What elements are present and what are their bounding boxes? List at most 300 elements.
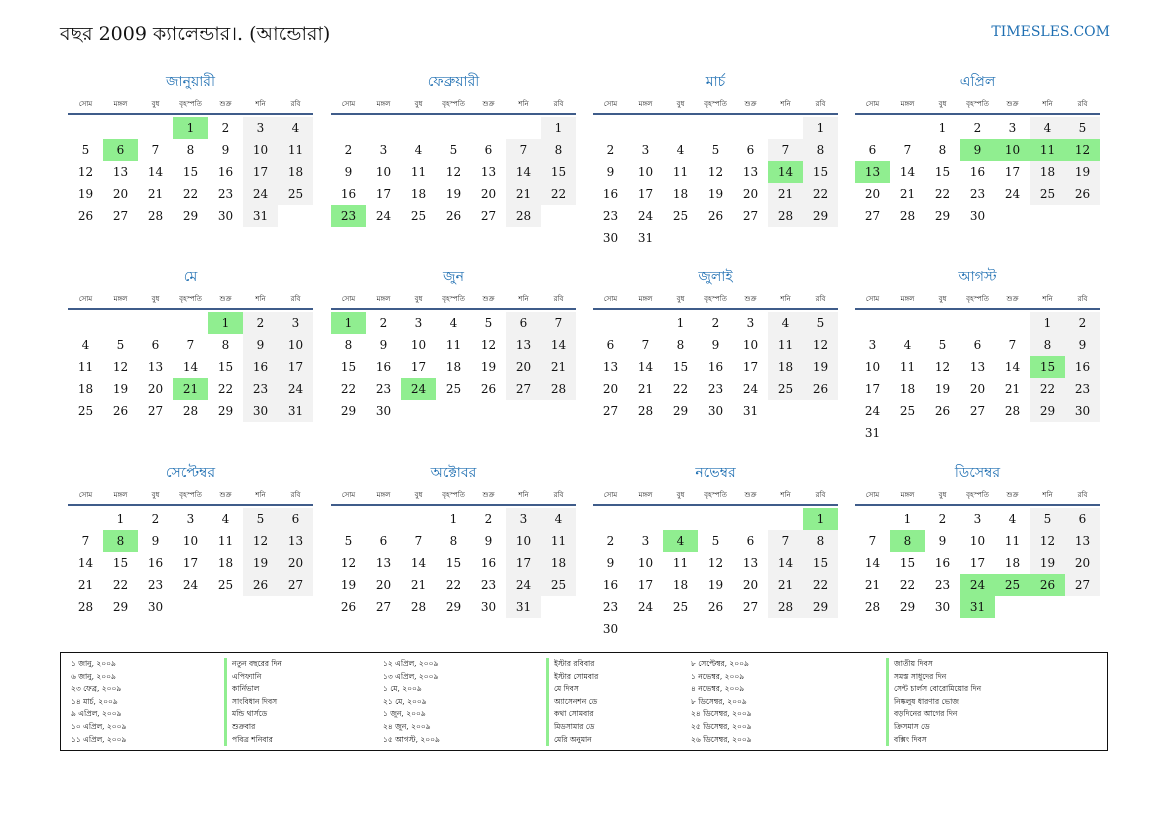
weekday-label: শুক্র [219,491,232,499]
day-cell: 10 [278,334,313,356]
day-cell: 11 [278,139,313,161]
weekday-label: সোম [78,491,93,499]
day-cell: 2 [243,312,278,334]
weekday-label: বৃহস্পতি [704,491,727,499]
day-cell: 8 [676,338,685,352]
holiday-names-col-3 [886,658,981,746]
day-cell: 21 [864,578,881,592]
day-cell: 11 [410,165,427,179]
day-cell: 18 [768,356,803,378]
day-cell: 16 [243,356,278,378]
day-cell: 14 [506,161,541,183]
weekday-label: রবি [1077,491,1088,499]
days-grid [855,310,1100,442]
day-cell: 1 [676,316,685,330]
holiday-day-cell: 1 [803,508,838,530]
weekday-label: বুধ [414,100,423,108]
month-name: ডিসেম্বর [954,465,1001,481]
day-cell: 5 [1030,508,1065,530]
day-cell: 26 [112,404,129,418]
day-cell: 25 [1030,183,1065,205]
day-cell: 22 [803,574,838,596]
day-cell: 22 [445,578,462,592]
day-cell: 13 [375,556,392,570]
day-cell: 20 [147,382,164,396]
month-name: নভেম্বর [695,465,736,481]
weekday-label: মঙ্গল [376,100,391,108]
day-cell: 14 [1004,360,1021,374]
day-cell: 18 [541,552,576,574]
day-cell: 9 [711,338,720,352]
day-cell: 13 [969,360,986,374]
day-cell: 9 [606,556,615,570]
day-cell: 24 [243,183,278,205]
day-cell: 7 [1008,338,1017,352]
holiday-day-cell: 1 [331,312,366,334]
days-grid [593,310,838,442]
day-cell: 10 [182,534,199,548]
weekday-label: সোম [603,295,618,303]
day-cell: 6 [506,312,541,334]
day-cell: 18 [672,578,689,592]
day-cell: 27 [602,404,619,418]
days-grid [68,506,313,638]
day-cell: 17 [969,556,986,570]
weekday-header [855,97,1100,115]
weekday-label: শনি [518,491,529,499]
day-cell: 4 [278,117,313,139]
holiday-date: ১০ এপ্রিল, ২০০৯ [71,721,127,731]
day-cell: 28 [147,209,164,223]
day-cell: 12 [112,360,129,374]
weekday-header [68,97,313,115]
holiday-day-cell: 25 [995,574,1030,596]
holiday-date: ১৪ মার্চ, ২০০৯ [71,696,118,706]
day-cell: 28 [1004,404,1021,418]
holiday-day-cell: 4 [663,530,698,552]
weekday-label: সোম [341,491,356,499]
day-cell: 18 [1004,556,1021,570]
weekday-label: রবি [1077,295,1088,303]
holiday-date: ৮ সেপ্টেম্বর, ২০০৯ [691,659,749,668]
day-cell: 2 [221,121,230,135]
day-cell: 6 [746,143,755,157]
weekday-label: সোম [603,100,618,108]
day-cell: 19 [77,187,94,201]
holiday-date: ১৩ এপ্রিল, ২০০৯ [383,671,439,681]
weekday-label: মঙ্গল [900,295,915,303]
day-cell: 11 [768,334,803,356]
day-cell: 5 [243,508,278,530]
month-name: মার্চ [705,74,726,90]
day-cell: 7 [768,139,803,161]
day-cell: 12 [934,360,951,374]
day-cell: 2 [711,316,720,330]
day-cell: 22 [541,183,576,205]
day-cell: 9 [938,534,947,548]
day-cell: 6 [973,338,982,352]
holiday-name: মেরি অনুমান [546,734,598,747]
weekday-label: শনি [255,491,266,499]
day-cell: 6 [278,508,313,530]
day-cell: 4 [676,143,685,157]
holiday-day-cell: 24 [401,378,436,400]
day-cell: 13 [147,360,164,374]
holiday-date: ১ জুন, ২০০৯ [383,709,426,719]
day-cell: 26 [707,600,724,614]
day-cell: 2 [344,143,353,157]
weekday-label: বৃহস্পতি [442,491,465,499]
day-cell: 8 [186,143,195,157]
day-cell: 25 [445,382,462,396]
weekday-label: বুধ [151,491,160,499]
weekday-header [593,292,838,310]
day-cell: 26 [445,209,462,223]
page-title: বছর 2009 ক্যালেন্ডার।. (আন্ডোরা) [60,23,331,45]
holiday-name: সমস্ত সাধুদের দিন [886,671,981,684]
day-cell: 31 [506,596,541,618]
holiday-day-cell: 26 [1030,574,1065,596]
site-link[interactable]: TIMESLES.COM [991,24,1110,40]
day-cell: 18 [217,556,234,570]
day-cell: 20 [742,187,759,201]
weekday-label: বৃহস্পতি [179,295,202,303]
day-cell: 9 [1065,334,1100,356]
day-cell: 16 [217,165,234,179]
day-cell: 17 [375,187,392,201]
month-calendar [593,463,838,638]
day-cell: 12 [445,165,462,179]
holiday-date: ১৫ আগস্ট, ২০০৯ [383,734,440,744]
holiday-date: ১ নভেম্বর, ২০০৯ [691,671,745,681]
day-cell: 1 [541,117,576,139]
day-cell: 24 [742,382,759,396]
weekday-header [593,97,838,115]
day-cell: 26 [480,382,497,396]
day-cell: 5 [116,338,125,352]
holiday-dates-col-3 [691,658,752,746]
weekday-label: বৃহস্পতি [966,491,989,499]
day-cell: 3 [243,117,278,139]
day-cell: 23 [243,378,278,400]
day-cell: 19 [1065,161,1100,183]
weekday-label: মঙ্গল [900,491,915,499]
day-cell: 13 [742,165,759,179]
day-cell: 18 [278,161,313,183]
day-cell: 3 [186,512,195,526]
weekday-label: বৃহস্পতি [179,100,202,108]
weekday-label: সোম [865,491,880,499]
day-cell: 20 [742,578,759,592]
holiday-day-cell: 9 [960,139,995,161]
holiday-day-cell: 6 [103,139,138,161]
holiday-list [60,652,1108,751]
day-cell: 16 [480,556,497,570]
weekday-label: মঙ্গল [900,100,915,108]
holiday-day-cell: 15 [1030,356,1065,378]
day-cell: 3 [278,312,313,334]
day-cell: 18 [410,187,427,201]
day-cell: 3 [641,534,650,548]
holiday-date: ৪ নভেম্বর, ২০০৯ [691,684,745,694]
day-cell: 20 [480,187,497,201]
day-cell: 5 [711,534,720,548]
weekday-label: মঙ্গল [376,295,391,303]
day-cell: 20 [375,578,392,592]
month-name: জানুয়ারী [166,74,215,90]
day-cell: 15 [899,556,916,570]
day-cell: 5 [81,143,90,157]
day-cell: 21 [768,574,803,596]
day-cell: 4 [903,338,912,352]
holiday-date: ২৪ জুন, ২০০৯ [383,721,431,731]
day-cell: 10 [375,165,392,179]
weekday-label: বুধ [676,491,685,499]
holiday-name: কথা সোমবার [546,708,598,721]
day-cell: 28 [541,378,576,400]
holiday-day-cell: 31 [960,596,995,618]
day-cell: 28 [77,600,94,614]
weekday-label: বুধ [676,100,685,108]
day-cell: 24 [1004,187,1021,201]
day-cell: 6 [868,143,877,157]
day-cell: 10 [506,530,541,552]
day-cell: 28 [410,600,427,614]
month-name: জুলাই [698,269,733,285]
day-cell: 22 [217,382,234,396]
day-cell: 28 [506,205,541,227]
holiday-date: ২৫ ডিসেম্বর, ২০০৯ [691,721,752,731]
day-cell: 30 [147,600,164,614]
day-cell: 27 [969,404,986,418]
month-name: অক্টোবর [430,465,477,481]
day-cell: 13 [506,334,541,356]
day-cell: 25 [77,404,94,418]
day-cell: 15 [340,360,357,374]
day-cell: 31 [637,231,654,245]
day-cell: 12 [243,530,278,552]
day-cell: 26 [1065,183,1100,205]
weekday-label: বুধ [414,295,423,303]
day-cell: 23 [480,578,497,592]
holiday-date: ২৩ ফেব্র, ২০০৯ [71,684,122,694]
month-name: ফেব্রুয়ারী [427,74,480,90]
holiday-name: ইস্টার সোমবার [546,671,598,684]
day-cell: 4 [221,512,230,526]
day-cell: 10 [410,338,427,352]
day-cell: 6 [379,534,388,548]
month-name: মে [183,269,198,285]
day-cell: 27 [506,378,541,400]
day-cell: 9 [379,338,388,352]
weekday-label: শুক্র [744,491,757,499]
day-cell: 26 [243,574,278,596]
day-cell: 15 [445,556,462,570]
weekday-label: বৃহস্পতি [704,295,727,303]
day-cell: 27 [742,209,759,223]
day-cell: 21 [147,187,164,201]
day-cell: 25 [768,378,803,400]
weekday-label: রবি [815,491,826,499]
day-cell: 19 [934,382,951,396]
weekday-label: রবি [815,100,826,108]
day-cell: 24 [375,209,392,223]
day-cell: 23 [217,187,234,201]
holiday-date: ২৪ ডিসেম্বর, ২০০৯ [691,709,752,719]
day-cell: 4 [449,316,458,330]
day-cell: 17 [637,187,654,201]
day-cell: 22 [672,382,689,396]
day-cell: 17 [278,356,313,378]
weekday-label: রবি [553,100,564,108]
day-cell: 10 [864,360,881,374]
day-cell: 24 [182,578,199,592]
day-cell: 22 [1030,378,1065,400]
holiday-day-cell: 24 [960,574,995,596]
day-cell: 30 [707,404,724,418]
day-cell: 9 [344,165,353,179]
holiday-name: শুক্রবার [224,721,282,734]
day-cell: 22 [934,187,951,201]
day-cell: 31 [243,205,278,227]
month-calendar [331,72,576,247]
weekday-label: বুধ [151,295,160,303]
day-cell: 20 [969,382,986,396]
day-cell: 9 [606,165,615,179]
weekday-header [331,292,576,310]
day-cell: 2 [1065,312,1100,334]
day-cell: 3 [973,512,982,526]
day-cell: 20 [1065,552,1100,574]
day-cell: 23 [602,600,619,614]
weekday-label: বুধ [938,100,947,108]
holiday-date: ৬ জানু, ২০০৯ [71,671,116,681]
day-cell: 14 [77,556,94,570]
day-cell: 14 [637,360,654,374]
day-cell: 11 [672,165,689,179]
day-cell: 19 [1030,552,1065,574]
weekday-label: বৃহস্পতি [442,100,465,108]
weekday-label: শনি [780,491,791,499]
day-cell: 29 [217,404,234,418]
day-cell: 15 [672,360,689,374]
day-cell: 16 [602,578,619,592]
day-cell: 14 [182,360,199,374]
holiday-name: জাতীয় দিবস [886,658,981,671]
day-cell: 12 [707,556,724,570]
weekday-label: রবি [1077,100,1088,108]
weekday-label: শুক্র [744,295,757,303]
day-cell: 25 [217,578,234,592]
day-cell: 18 [445,360,462,374]
day-cell: 28 [637,404,654,418]
day-cell: 24 [637,600,654,614]
day-cell: 2 [606,143,615,157]
day-cell: 30 [375,404,392,418]
day-cell: 29 [112,600,129,614]
day-cell: 22 [899,578,916,592]
holiday-day-cell: 14 [768,161,803,183]
day-cell: 25 [672,600,689,614]
day-cell: 27 [375,600,392,614]
day-cell: 30 [217,209,234,223]
day-cell: 17 [243,161,278,183]
day-cell: 17 [864,382,881,396]
holiday-day-cell: 21 [173,378,208,400]
holiday-name: বড়দিনের আগের দিন [886,708,981,721]
day-cell: 25 [672,209,689,223]
weekday-label: সোম [78,295,93,303]
month-calendar [855,463,1100,638]
holiday-names-col-2 [546,658,598,746]
day-cell: 23 [969,187,986,201]
day-cell: 15 [541,161,576,183]
month-calendar [68,72,313,247]
weekday-header [855,292,1100,310]
holiday-name: ইস্টার রবিবার [546,658,598,671]
day-cell: 12 [77,165,94,179]
day-cell: 20 [602,382,619,396]
day-cell: 21 [637,382,654,396]
day-cell: 25 [541,574,576,596]
weekday-label: শনি [255,100,266,108]
day-cell: 27 [864,209,881,223]
weekday-label: শনি [1042,100,1053,108]
day-cell: 3 [379,143,388,157]
weekday-label: বুধ [414,491,423,499]
day-cell: 15 [934,165,951,179]
weekday-label: সোম [341,295,356,303]
day-cell: 1 [1030,312,1065,334]
day-cell: 1 [116,512,125,526]
weekday-header [68,292,313,310]
day-cell: 3 [746,316,755,330]
day-cell: 7 [868,534,877,548]
weekday-label: শুক্র [219,100,232,108]
day-cell: 7 [768,530,803,552]
holiday-day-cell: 1 [208,312,243,334]
holiday-date: ১২ এপ্রিল, ২০০৯ [383,659,439,668]
day-cell: 4 [541,508,576,530]
day-cell: 29 [803,205,838,227]
day-cell: 21 [1004,382,1021,396]
day-cell: 30 [602,622,619,636]
day-cell: 18 [1030,161,1065,183]
day-cell: 21 [506,183,541,205]
day-cell: 9 [243,334,278,356]
holiday-date: ১ মে, ২০০৯ [383,684,422,694]
weekday-label: সোম [865,100,880,108]
day-cell: 29 [445,600,462,614]
day-cell: 17 [742,360,759,374]
weekday-header [331,488,576,506]
day-cell: 5 [938,338,947,352]
day-cell: 7 [414,534,423,548]
day-cell: 7 [903,143,912,157]
day-cell: 10 [637,556,654,570]
day-cell: 25 [410,209,427,223]
weekday-label: মঙ্গল [113,100,128,108]
weekday-label: মঙ্গল [113,491,128,499]
weekday-label: রবি [553,491,564,499]
day-cell: 17 [182,556,199,570]
holiday-date: ১১ এপ্রিল, ২০০৯ [71,734,127,744]
holiday-name: নিষ্কলুষ ধারণার ভোজ [886,696,981,709]
weekday-label: শনি [518,100,529,108]
day-cell: 31 [278,400,313,422]
day-cell: 13 [112,165,129,179]
day-cell: 15 [112,556,129,570]
